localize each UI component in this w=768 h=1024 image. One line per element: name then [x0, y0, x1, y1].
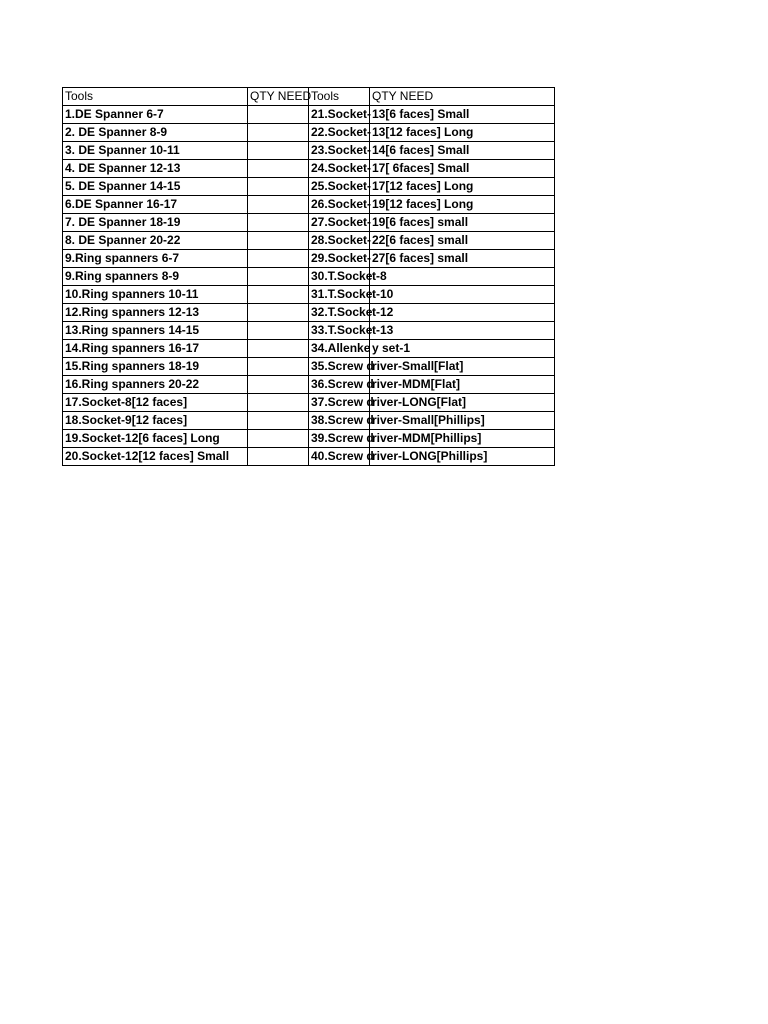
qty-need-cell-right[interactable]: 13[12 faces] Long [370, 124, 555, 142]
qty-need-cell-right[interactable]: 13[6 faces] Small [370, 106, 555, 124]
qty-need-cell[interactable] [248, 412, 309, 430]
qty-need-cell[interactable] [248, 340, 309, 358]
table-row [63, 178, 555, 196]
qty-need-cell[interactable] [248, 178, 309, 196]
header-qty-left[interactable]: QTY NEED [248, 88, 309, 106]
tool-name-cell[interactable]: 19.Socket-12[6 faces] Long [63, 430, 248, 448]
qty-need-cell-right[interactable]: river-Small[Phillips] [370, 412, 555, 430]
tool-name-cell[interactable]: 7. DE Spanner 18-19 [63, 214, 248, 232]
qty-need-cell[interactable] [248, 268, 309, 286]
table-row [63, 250, 555, 268]
qty-need-cell-right[interactable]: t-12 [370, 304, 555, 322]
table-row [63, 196, 555, 214]
tool-name-cell[interactable]: 15.Ring spanners 18-19 [63, 358, 248, 376]
tool-name-cell-right[interactable]: 24.Socket- [309, 160, 370, 178]
tool-name-cell[interactable]: 13.Ring spanners 14-15 [63, 322, 248, 340]
qty-need-cell[interactable] [248, 142, 309, 160]
tool-name-cell-right[interactable]: 21.Socket- [309, 106, 370, 124]
tool-name-cell[interactable]: 5. DE Spanner 14-15 [63, 178, 248, 196]
tool-name-cell-right[interactable]: 33.T.Socke [309, 322, 370, 340]
tool-name-cell-right[interactable]: 26.Socket- [309, 196, 370, 214]
tool-name-cell-right[interactable]: 40.Screw d [309, 448, 370, 466]
header-tools-right[interactable]: Tools [309, 88, 370, 106]
qty-need-cell-right[interactable]: 14[6 faces] Small [370, 142, 555, 160]
qty-need-cell[interactable] [248, 106, 309, 124]
table-row [63, 448, 555, 466]
table-row [63, 394, 555, 412]
qty-need-cell-right[interactable]: 19[6 faces] small [370, 214, 555, 232]
tools-table [62, 87, 555, 466]
tool-name-cell[interactable]: 14.Ring spanners 16-17 [63, 340, 248, 358]
qty-need-cell[interactable] [248, 394, 309, 412]
qty-need-cell[interactable] [248, 214, 309, 232]
tool-name-cell[interactable]: 3. DE Spanner 10-11 [63, 142, 248, 160]
tool-name-cell-right[interactable]: 22.Socket- [309, 124, 370, 142]
table-row [63, 376, 555, 394]
qty-need-cell-right[interactable]: 17[ 6faces] Small [370, 160, 555, 178]
tool-name-cell-right[interactable]: 35.Screw d [309, 358, 370, 376]
qty-need-cell-right[interactable]: 27[6 faces] small [370, 250, 555, 268]
table-row [63, 268, 555, 286]
table-row [63, 106, 555, 124]
table-row [63, 304, 555, 322]
tool-name-cell-right[interactable]: 29.Socket- [309, 250, 370, 268]
qty-need-cell[interactable] [248, 286, 309, 304]
table-row [63, 412, 555, 430]
qty-need-cell-right[interactable]: river-Small[Flat] [370, 358, 555, 376]
tool-name-cell-right[interactable]: 34.Allenke [309, 340, 370, 358]
qty-need-cell-right[interactable]: 17[12 faces] Long [370, 178, 555, 196]
tool-name-cell[interactable]: 8. DE Spanner 20-22 [63, 232, 248, 250]
tool-name-cell[interactable]: 10.Ring spanners 10-11 [63, 286, 248, 304]
spreadsheet [62, 87, 555, 466]
qty-need-cell[interactable] [248, 250, 309, 268]
table-row [63, 160, 555, 178]
tool-name-cell[interactable]: 4. DE Spanner 12-13 [63, 160, 248, 178]
table-row [63, 322, 555, 340]
table-row [63, 430, 555, 448]
qty-need-cell-right[interactable]: 22[6 faces] small [370, 232, 555, 250]
qty-need-cell-right[interactable]: t-13 [370, 322, 555, 340]
qty-need-cell[interactable] [248, 430, 309, 448]
qty-need-cell-right[interactable]: river-MDM[Phillips] [370, 430, 555, 448]
tool-name-cell-right[interactable]: 28.Socket- [309, 232, 370, 250]
table-row [63, 358, 555, 376]
tool-name-cell-right[interactable]: 23.Socket- [309, 142, 370, 160]
table-row [63, 340, 555, 358]
tool-name-cell[interactable]: 9.Ring spanners 6-7 [63, 250, 248, 268]
qty-need-cell-right[interactable]: 19[12 faces] Long [370, 196, 555, 214]
qty-need-cell[interactable] [248, 160, 309, 178]
tool-name-cell-right[interactable]: 38.Screw d [309, 412, 370, 430]
tool-name-cell[interactable]: 20.Socket-12[12 faces] Small [63, 448, 248, 466]
table-row [63, 286, 555, 304]
tool-name-cell-right[interactable]: 30.T.Socke [309, 268, 370, 286]
tool-name-cell[interactable]: 12.Ring spanners 12-13 [63, 304, 248, 322]
header-tools-left[interactable]: Tools [63, 88, 248, 106]
table-row [63, 124, 555, 142]
tool-name-cell-right[interactable]: 27.Socket- [309, 214, 370, 232]
qty-need-cell[interactable] [248, 196, 309, 214]
tool-name-cell-right[interactable]: 36.Screw d [309, 376, 370, 394]
qty-need-cell-right[interactable]: t-8 [370, 268, 555, 286]
qty-need-cell[interactable] [248, 376, 309, 394]
qty-need-cell-right[interactable]: y set-1 [370, 340, 555, 358]
tool-name-cell[interactable]: 16.Ring spanners 20-22 [63, 376, 248, 394]
qty-need-cell[interactable] [248, 448, 309, 466]
tool-name-cell[interactable]: 2. DE Spanner 8-9 [63, 124, 248, 142]
header-qty-right[interactable]: QTY NEED [370, 88, 555, 106]
table-row [63, 214, 555, 232]
tool-name-cell-right[interactable]: 37.Screw d [309, 394, 370, 412]
tool-name-cell-right[interactable]: 31.T.Socke [309, 286, 370, 304]
qty-need-cell-right[interactable]: river-MDM[Flat] [370, 376, 555, 394]
tool-name-cell[interactable]: 17.Socket-8[12 faces] [63, 394, 248, 412]
table-row [63, 142, 555, 160]
qty-need-cell-right[interactable]: river-LONG[Phillips] [370, 448, 555, 466]
tool-name-cell-right[interactable]: 32.T.Socke [309, 304, 370, 322]
tool-name-cell-right[interactable]: 39.Screw d [309, 430, 370, 448]
header-row [63, 88, 555, 106]
qty-need-cell-right[interactable]: t-10 [370, 286, 555, 304]
qty-need-cell[interactable] [248, 358, 309, 376]
table-row [63, 232, 555, 250]
qty-need-cell[interactable] [248, 124, 309, 142]
qty-need-cell[interactable] [248, 322, 309, 340]
tool-name-cell-right[interactable]: 25.Socket- [309, 178, 370, 196]
tool-name-cell[interactable]: 9.Ring spanners 8-9 [63, 268, 248, 286]
qty-need-cell[interactable] [248, 304, 309, 322]
tool-name-cell[interactable]: 6.DE Spanner 16-17 [63, 196, 248, 214]
qty-need-cell[interactable] [248, 232, 309, 250]
tool-name-cell[interactable]: 18.Socket-9[12 faces] [63, 412, 248, 430]
tool-name-cell[interactable]: 1.DE Spanner 6-7 [63, 106, 248, 124]
qty-need-cell-right[interactable]: river-LONG[Flat] [370, 394, 555, 412]
